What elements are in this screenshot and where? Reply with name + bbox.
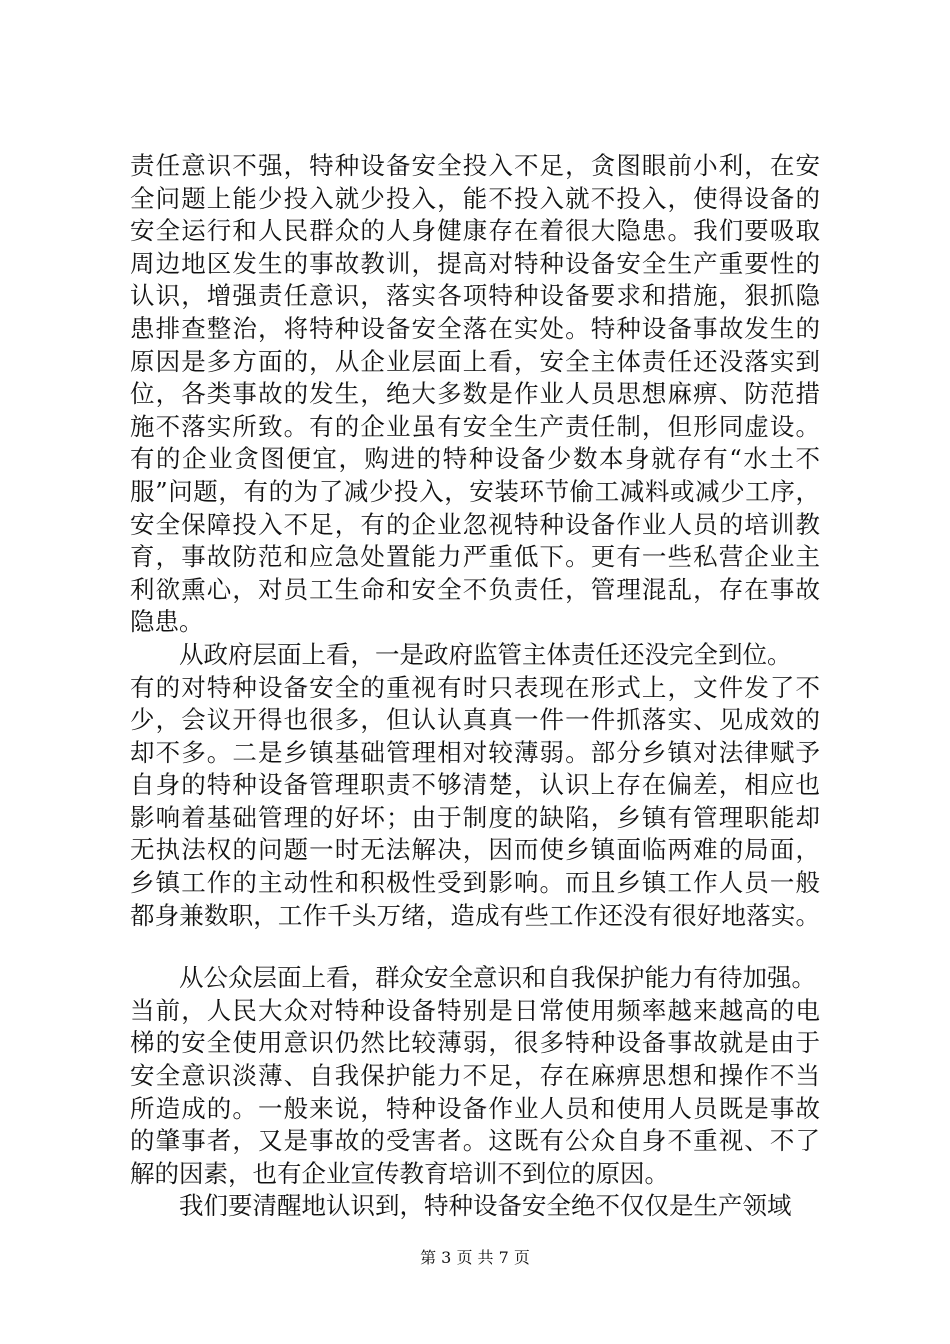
text-line: 少，会议开得也很多，但认认真真一件一件抓落实、见成效的 xyxy=(130,705,820,735)
text-line: 安全保障投入不足，有的企业忽视特种设备作业人员的培训教 xyxy=(130,509,820,539)
text-line: 乡镇工作的主动性和积极性受到影响。而且乡镇工作人员一般 xyxy=(130,868,820,898)
text-line: 患排查整治，将特种设备安全落在实处。特种设备事故发生的 xyxy=(130,313,820,343)
paragraph-3 xyxy=(130,962,820,1190)
text-line: 无执法权的问题一时无法解决，因而使乡镇面临两难的局面， xyxy=(130,835,820,865)
text-line: 利欲熏心，对员工生命和安全不负责任，管理混乱，存在事故 xyxy=(130,574,820,604)
text-line: 所造成的。一般来说，特种设备作业人员和使用人员既是事故 xyxy=(130,1093,820,1123)
text-line: 的肇事者，又是事故的受害者。这既有公众自身不重视、不了 xyxy=(130,1126,820,1156)
text-line: 隐患。 xyxy=(130,607,204,637)
text-line: 有的对特种设备安全的重视有时只表现在形式上，文件发了不 xyxy=(130,672,820,702)
text-line: 认识，增强责任意识，落实各项特种设备要求和措施，狠抓隐 xyxy=(130,281,820,311)
text-line: 育，事故防范和应急处置能力严重低下。更有一些私营企业主 xyxy=(130,542,820,572)
text-line: 安全运行和人民群众的人身健康存在着很大隐患。我们要吸取 xyxy=(130,216,820,246)
text-line: 全问题上能少投入就少投入，能不投入就不投入，使得设备的 xyxy=(130,183,820,213)
text-line: 解的因素，也有企业宣传教育培训不到位的原因。 xyxy=(130,1158,669,1188)
text-line: 位，各类事故的发生，绝大多数是作业人员思想麻痹、防范措 xyxy=(130,379,820,409)
text-line: 从政府层面上看，一是政府监管主体责任还没完全到位。 xyxy=(130,639,792,669)
text-line: 却不多。二是乡镇基础管理相对较薄弱。部分乡镇对法律赋予 xyxy=(130,737,820,767)
paragraph-2 xyxy=(130,639,820,932)
text-line: 服”问题，有的为了减少投入，安装环节偷工减料或减少工序， xyxy=(130,476,820,506)
text-line: 有的企业贪图便宜，购进的特种设备少数本身就存有“水土不 xyxy=(130,444,820,474)
text-line: 都身兼数职，工作千头万绪，造成有些工作还没有很好地落实。 xyxy=(130,900,820,930)
text-line: 责任意识不强，特种设备安全投入不足，贪图眼前小利，在安 xyxy=(130,151,820,180)
page-number-footer: 第 3 页 共 7 页 xyxy=(420,1248,530,1267)
text-line: 周边地区发生的事故教训，提高对特种设备安全生产重要性的 xyxy=(130,248,820,278)
paragraph-1 xyxy=(130,150,820,639)
text-line: 施不落实所致。有的企业虽有安全生产责任制，但形同虚设。 xyxy=(130,411,820,441)
text-line: 梯的安全使用意识仍然比较薄弱，很多特种设备事故就是由于 xyxy=(130,1028,820,1058)
text-line: 当前，人民大众对特种设备特别是日常使用频率越来越高的电 xyxy=(130,995,820,1025)
text-line: 影响着基础管理的好坏；由于制度的缺陷，乡镇有管理职能却 xyxy=(130,802,820,832)
text-line: 自身的特种设备管理职责不够清楚，认识上存在偏差，相应也 xyxy=(130,770,820,800)
paragraph-4 xyxy=(130,1190,820,1223)
paragraph-spacer xyxy=(130,932,820,962)
text-line: 我们要清醒地认识到，特种设备安全绝不仅仅是生产领域 xyxy=(130,1191,792,1221)
text-line: 原因是多方面的，从企业层面上看，安全主体责任还没落实到 xyxy=(130,346,820,376)
text-line: 从公众层面上看，群众安全意识和自我保护能力有待加强。 xyxy=(130,963,816,993)
text-line: 安全意识淡薄、自我保护能力不足，存在麻痹思想和操作不当 xyxy=(130,1061,820,1091)
document-body xyxy=(130,150,820,1223)
